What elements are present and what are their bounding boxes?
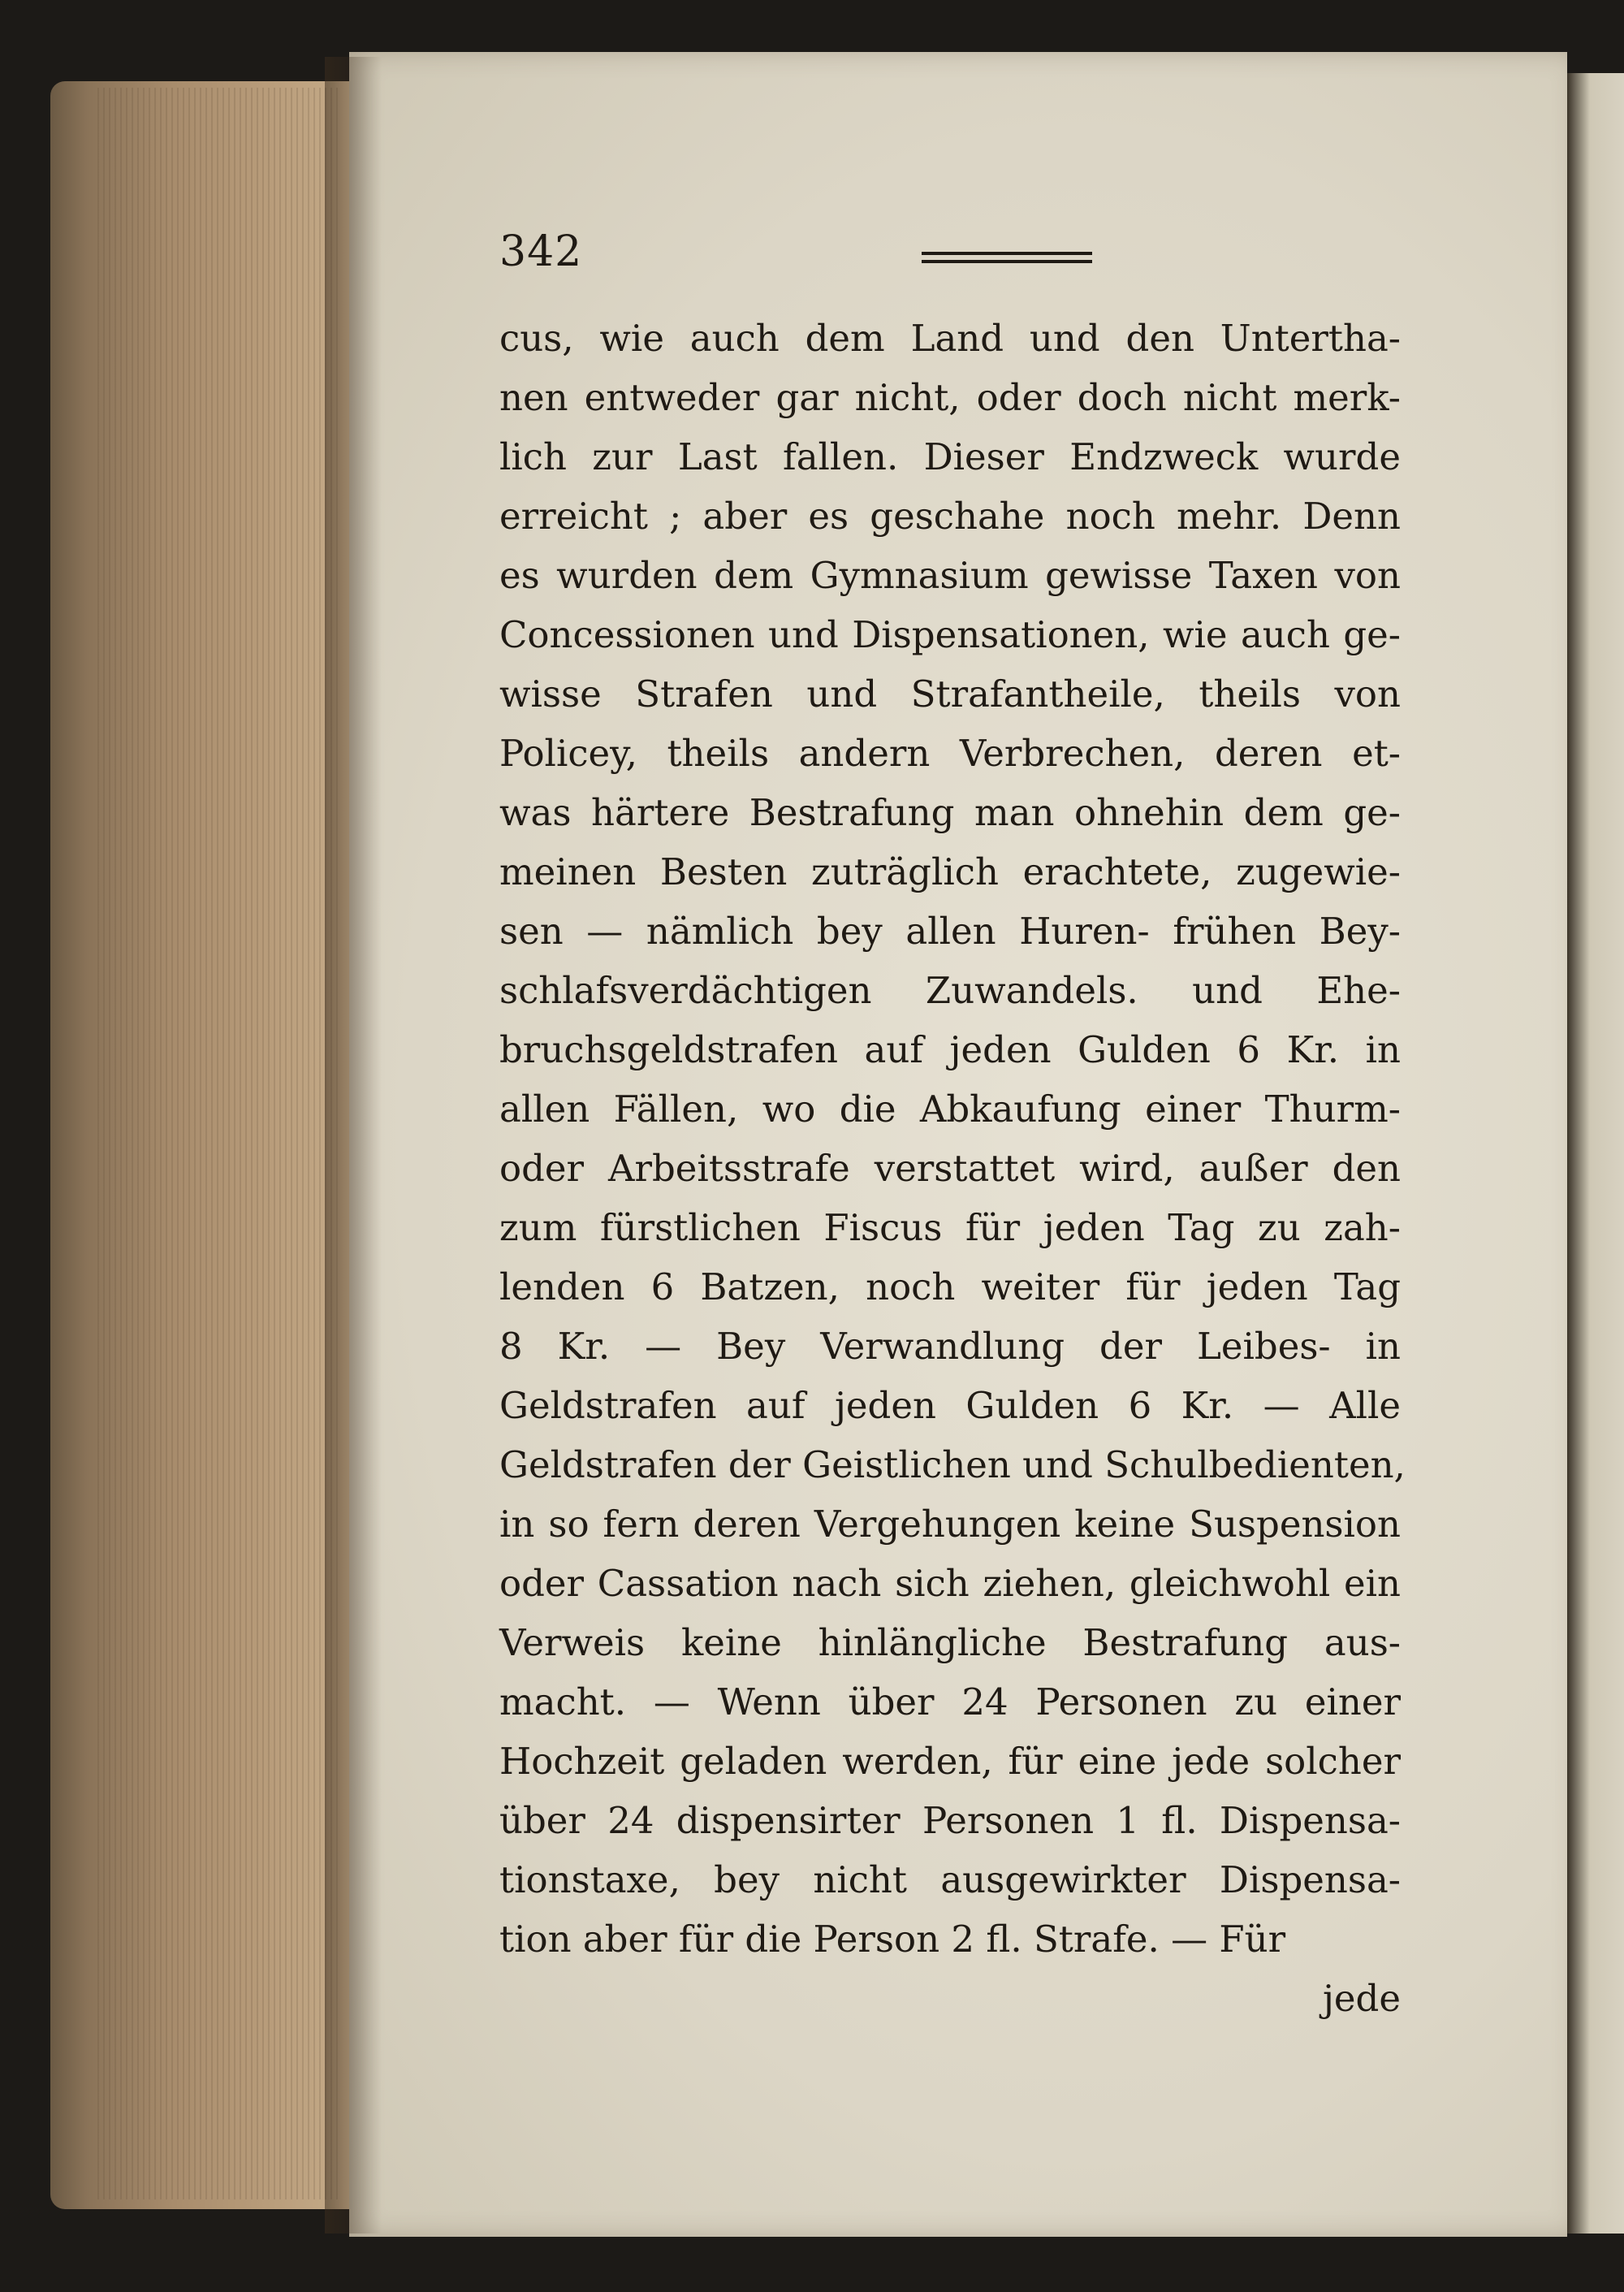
text-line: Geldstrafen der Geistlichen und Schulbedienten, <box>499 1443 1406 1486</box>
text-line: cus, wie auch dem Land und den Untertha- <box>499 317 1401 360</box>
text-line: tion aber für die Person 2 fl. Strafe. — Für <box>499 1918 1286 1961</box>
text-line: zum fürstlichen Fiscus für jeden Tag zu zah- <box>499 1206 1401 1249</box>
text-line: sen — nämlich bey allen Huren- frühen Bey- <box>499 910 1401 953</box>
page-content <box>499 227 1406 2028</box>
page-header <box>499 227 1401 301</box>
gutter-shadow <box>325 57 382 2234</box>
text-line: schlafsverdächtigen Zuwandels. und Ehe- <box>499 969 1401 1012</box>
text-line: Concessionen und Dispensationen, wie auch ge- <box>499 613 1401 656</box>
text-line: erreicht ; aber es geschahe noch mehr. Denn <box>499 495 1401 538</box>
next-page-sliver <box>1567 73 1624 2234</box>
text-line: meinen Besten zuträglich erachtete, zugewie- <box>499 850 1401 893</box>
text-line: macht. — Wenn über 24 Personen zu einer <box>499 1680 1401 1723</box>
text-line: über 24 dispensirter Personen 1 fl. Dispensa- <box>499 1799 1401 1842</box>
body-text <box>499 309 1406 1969</box>
catchword: jede <box>1322 1977 1401 2020</box>
page-number: 342 <box>499 227 583 276</box>
text-line: tionstaxe, bey nicht ausgewirkter Dispensa- <box>499 1858 1401 1901</box>
text-line: bruchsgeldstrafen auf jeden Gulden 6 Kr. in <box>499 1028 1401 1071</box>
text-line: in so fern deren Vergehungen keine Suspension <box>499 1503 1401 1546</box>
text-line: nen entweder gar nicht, oder doch nicht merk- <box>499 376 1401 419</box>
text-line: allen Fällen, wo die Abkaufung einer Thurm- <box>499 1088 1401 1131</box>
text-line: oder Arbeitsstrafe verstattet wird, außer den <box>499 1147 1401 1190</box>
text-line: Geldstrafen auf jeden Gulden 6 Kr. — Alle <box>499 1384 1401 1427</box>
text-line: Hochzeit geladen werden, für eine jede solcher <box>499 1740 1401 1783</box>
page-edge-texture <box>97 88 341 2199</box>
header-double-rule <box>922 252 1092 263</box>
text-line: es wurden dem Gymnasium gewisse Taxen von <box>499 554 1401 597</box>
text-line: wisse Strafen und Strafantheile, theils von <box>499 672 1401 716</box>
text-line: Policey, theils andern Verbrechen, deren et- <box>499 732 1401 775</box>
text-line: oder Cassation nach sich ziehen, gleichwohl ein <box>499 1562 1401 1605</box>
text-line: lenden 6 Batzen, noch weiter für jeden Tag <box>499 1265 1401 1308</box>
text-line: lich zur Last fallen. Dieser Endzweck wurde <box>499 435 1401 478</box>
text-line: Verweis keine hinlängliche Bestrafung aus- <box>499 1621 1401 1664</box>
text-line: 8 Kr. — Bey Verwandlung der Leibes- in <box>499 1325 1401 1368</box>
text-line: was härtere Bestrafung man ohnehin dem ge- <box>499 791 1401 834</box>
